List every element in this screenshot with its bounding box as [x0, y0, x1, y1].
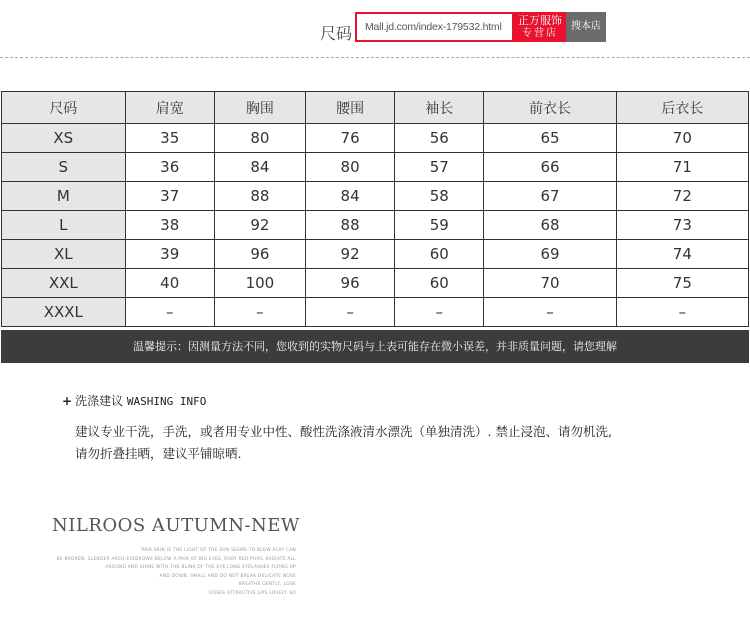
- footer-line: BREATHE GENTLY, LOSE: [238, 582, 296, 587]
- table-cell: 72: [616, 182, 748, 211]
- table-cell: –: [306, 298, 395, 327]
- table-cell: 69: [484, 240, 616, 269]
- washing-line: 请勿折叠挂晒，建议平铺晾晒.: [75, 446, 242, 461]
- plus-icon: +: [62, 394, 73, 408]
- table-header-row: [2, 92, 749, 124]
- footer-line: AND DOWN. SMALL AND DO NOT BREAK DELICATE NOSE: [159, 573, 296, 579]
- washing-title-cn: 洗涤建议: [75, 394, 124, 408]
- table-cell: 96: [214, 240, 305, 269]
- table-cell: 84: [214, 153, 305, 182]
- washing-title-en: WASHING INFO: [126, 395, 207, 408]
- header-cell: 后衣长: [616, 92, 748, 124]
- size-cell: XXXL: [2, 298, 126, 327]
- size-cell: L: [2, 211, 126, 240]
- table-row: [2, 124, 749, 153]
- washing-line: 建议专业干洗，手洗，或者用专业中性、酸性洗涤液清水漂洗（单独清洗）. 禁止浸泡、请勿机洗,: [75, 424, 612, 439]
- dashed-divider: [0, 57, 750, 58]
- table-cell: 68: [484, 211, 616, 240]
- table-cell: 84: [306, 182, 395, 211]
- header-cell: 胸围: [214, 92, 305, 124]
- brand-name: 正万服饰: [518, 14, 562, 27]
- table-row: [2, 269, 749, 298]
- brand-type: 专营店: [522, 28, 558, 39]
- store-brand-badge[interactable]: [514, 12, 566, 42]
- table-cell: 36: [125, 153, 214, 182]
- table-cell: 67: [484, 182, 616, 211]
- table-cell: 100: [214, 269, 305, 298]
- size-cell: XL: [2, 240, 126, 269]
- table-cell: –: [484, 298, 616, 327]
- table-cell: 88: [214, 182, 305, 211]
- table-cell: 70: [484, 269, 616, 298]
- table-cell: 80: [214, 124, 305, 153]
- table-cell: 66: [484, 153, 616, 182]
- table-cell: 92: [306, 240, 395, 269]
- table-cell: 65: [484, 124, 616, 153]
- footer-brand-title: NILROOS AUTUMN-NEW: [52, 515, 300, 536]
- header-cell: 肩宽: [125, 92, 214, 124]
- table-cell: 59: [395, 211, 484, 240]
- table-cell: 92: [214, 211, 305, 240]
- table-cell: –: [395, 298, 484, 327]
- table-row: [2, 153, 749, 182]
- table-cell: 80: [306, 153, 395, 182]
- table-cell: 35: [125, 124, 214, 153]
- table-cell: 70: [616, 124, 748, 153]
- table-cell: 60: [395, 240, 484, 269]
- size-cell: XS: [2, 124, 126, 153]
- section-title: 尺码: [320, 24, 353, 43]
- table-cell: 88: [306, 211, 395, 240]
- table-cell: 38: [125, 211, 214, 240]
- table-cell: 60: [395, 269, 484, 298]
- table-cell: 76: [306, 124, 395, 153]
- size-cell: M: [2, 182, 126, 211]
- table-cell: 73: [616, 211, 748, 240]
- footer-decorative-text: [40, 547, 296, 598]
- table-cell: 71: [616, 153, 748, 182]
- store-header: [0, 0, 750, 60]
- table-cell: 74: [616, 240, 748, 269]
- table-cell: –: [214, 298, 305, 327]
- table-cell: –: [616, 298, 748, 327]
- footer-line: ROSES ATTRACTIVE LIPS LOVELY. SO: [209, 590, 296, 596]
- footer-line: BE BROKEN. SLENDER ARCH EYEBROWS BELOW A PAIR OF BIG EYES, RUBY RED PUPIL RADIATE ALL: [56, 556, 296, 562]
- table-cell: 37: [125, 182, 214, 211]
- search-store-button[interactable]: 搜本店: [566, 12, 606, 42]
- table-row: [2, 211, 749, 240]
- store-url-link[interactable]: Mall.jd.com/index-179532.html: [355, 12, 514, 42]
- table-cell: 56: [395, 124, 484, 153]
- table-cell: 96: [306, 269, 395, 298]
- table-row: [2, 182, 749, 211]
- table-cell: 57: [395, 153, 484, 182]
- footer-line: AROUND AND SHINE WITH THE BLINK OF THE EYE LONG EYELASHES FLYING UP: [105, 565, 296, 570]
- washing-instructions: [75, 421, 715, 465]
- measurement-notice: 温馨提示：因测量方法不同，您收到的实物尺码与上表可能存在微小误差，并非质量问题，请您理解: [1, 330, 749, 363]
- size-cell: S: [2, 153, 126, 182]
- washing-heading: [62, 392, 206, 409]
- table-row: [2, 298, 749, 327]
- table-cell: –: [125, 298, 214, 327]
- size-chart-table: [1, 91, 749, 327]
- footer-line: PAIR SKIN IS THE LIGHT OF THE SUN SEEMS TO BLOW PLAY CAN: [141, 548, 296, 553]
- table-cell: 75: [616, 269, 748, 298]
- table-row: [2, 240, 749, 269]
- header-cell: 袖长: [395, 92, 484, 124]
- table-cell: 40: [125, 269, 214, 298]
- size-cell: XXL: [2, 269, 126, 298]
- header-cell: 腰围: [306, 92, 395, 124]
- header-cell: 尺码: [2, 92, 126, 124]
- header-cell: 前衣长: [484, 92, 616, 124]
- table-cell: 58: [395, 182, 484, 211]
- table-cell: 39: [125, 240, 214, 269]
